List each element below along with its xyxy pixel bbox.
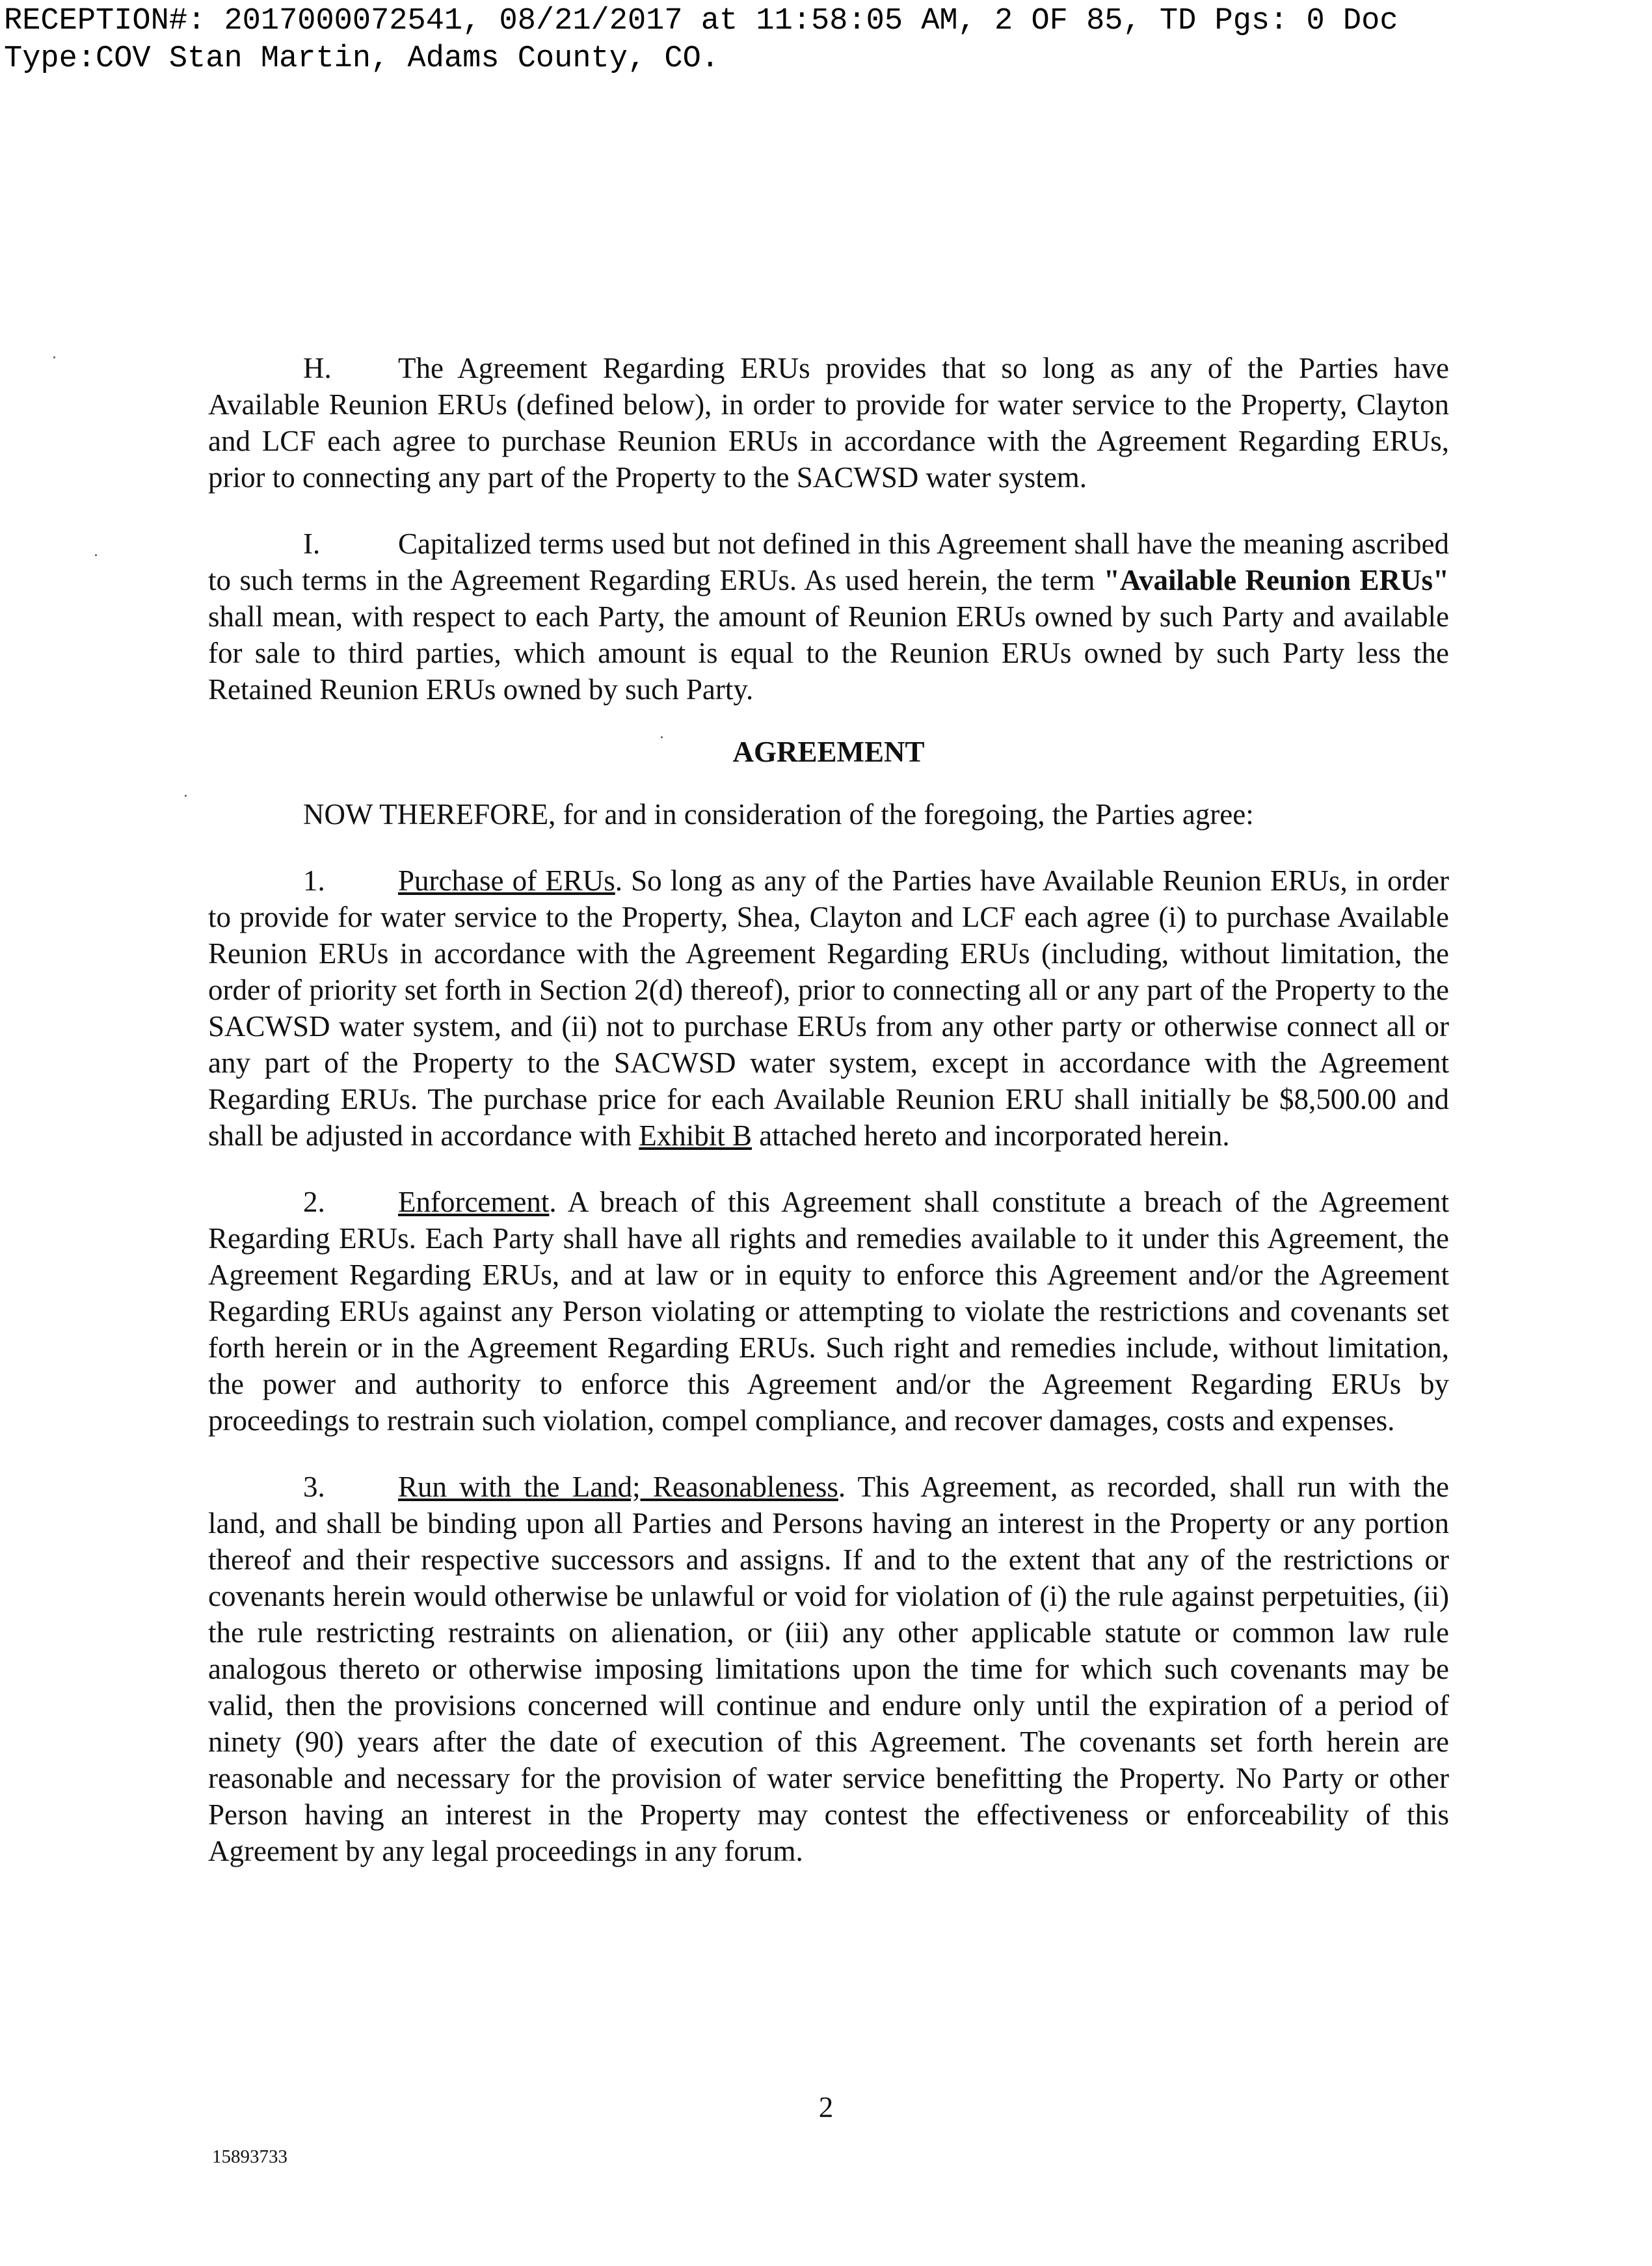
section-1 — [208, 862, 1449, 1154]
recital-i-text-before: Capitalized terms used but not defined in this Agreement shall have the meaning ascribed to such terms in the Agreement Regarding ERUs. As used herein, the term — [208, 527, 1449, 596]
section-3-text: . This Agreement, as recorded, shall run with the land, and shall be binding upon all Parties and Persons having an interest in the Property or any portion thereof and their respective successors and assigns. If and to the extent that any of the restrictions or covenants herein would otherwise be unlawful or void for violation of (i) the rule against perpetuities, (ii) the rule restricting restraints on alienation, or (iii) any other applicable statute or common law rule analogous thereto or otherwise imposing limitations upon the time for which such covenants may be valid, then the provisions concerned will continue and endure only until the expiration of a period of ninety (90) years after the date of execution of this Agreement. The covenants set forth herein are reasonable and necessary for the provision of water service benefitting the Property. No Party or other Person having an interest in the Property may contest the effectiveness or enforceability of this Agreement by any legal proceedings in any forum. — [208, 1471, 1449, 1867]
section-2-title: Enforcement — [398, 1186, 550, 1218]
defined-term-available-reunion-erus: "Available Reunion ERUs" — [1103, 564, 1449, 596]
section-1-title: Purchase of ERUs — [398, 864, 615, 897]
section-1-text-before: . So long as any of the Parties have Available Reunion ERUs, in order to provide for water service to the Property, Shea, Clayton and LCF each agree (i) to purchase Available Reunion ERUs in accordance with the Agreement Regarding ERUs (including, without limitation, the order of priority set forth in Section 2(d) thereof), prior to connecting all or any part of the Property to the SACWSD water system, and (ii) not to purchase ERUs from any other party or otherwise connect all or any part of the Property to the SACWSD water system, except in accordance with the Agreement Regarding ERUs. The purchase price for each Available Reunion ERU shall initially be $8,500.00 and shall be adjusted in accordance with — [208, 864, 1449, 1152]
section-3-number: 3. — [303, 1471, 325, 1503]
section-3-title: Run with the Land; Reasonableness — [398, 1471, 838, 1503]
recital-h-text: The Agreement Regarding ERUs provides that so long as any of the Parties have Available Reunion ERUs (defined below), in order to provide for water service to the Property, Clayton and LCF each agree to purchase Reunion ERUs in accordance with the Agreement Regarding ERUs, prior to connecting any part of the Property to the SACWSD water system. — [208, 352, 1449, 494]
scan-speck — [661, 736, 663, 738]
agreement-heading: AGREEMENT — [732, 736, 925, 768]
scan-speck — [53, 356, 55, 358]
exhibit-b-reference: Exhibit B — [639, 1119, 753, 1152]
section-2-text: . A breach of this Agreement shall constitute a breach of the Agreement Regarding ERUs. Each Party shall have all rights and remedies available to it under this Agreement, the Agreement Regarding ERUs, and at law or in equity to enforce this Agreement and/or the Agreement Regarding ERUs against any Person violating or attempting to violate the restrictions and covenants set forth herein or in the Agreement Regarding ERUs. Such right and remedies include, without limitation, the power and authority to enforce this Agreement and/or the Agreement Regarding ERUs by proceedings to restrain such violation, compel compliance, and recover damages, costs and expenses. — [208, 1186, 1449, 1437]
page-number: 2 — [818, 2091, 834, 2124]
document-body — [208, 350, 1449, 1869]
section-1-text-after: attached hereto and incorporated herein. — [752, 1119, 1230, 1152]
recording-stamp-line-1: RECEPTION#: 2017000072541, 08/21/2017 at 11:58:05 AM, 2 OF 85, TD Pgs: 0 Doc — [4, 4, 1398, 38]
recording-stamp-line-2: Type:COV Stan Martin, Adams County, CO. — [4, 42, 719, 76]
preamble: NOW THEREFORE, for and in consideration of the foregoing, the Parties agree: — [303, 798, 1254, 831]
recording-stamp — [4, 3, 1398, 78]
recital-h — [208, 350, 1449, 496]
section-3 — [208, 1469, 1449, 1869]
recital-i-label: I. — [303, 527, 321, 560]
section-1-number: 1. — [303, 864, 325, 897]
recital-h-label: H. — [303, 352, 332, 384]
section-2-number: 2. — [303, 1186, 325, 1218]
recital-i-text-after: shall mean, with respect to each Party, the amount of Reunion ERUs owned by such Party and available for sale to third parties, which amount is equal to the Reunion ERUs owned by such Party less the Retained Reunion ERUs owned by such Party. — [208, 600, 1449, 706]
scan-speck — [185, 795, 187, 797]
recital-i — [208, 526, 1449, 708]
section-2 — [208, 1184, 1449, 1439]
document-number: 15893733 — [212, 2146, 287, 2167]
scan-speck — [95, 554, 97, 556]
